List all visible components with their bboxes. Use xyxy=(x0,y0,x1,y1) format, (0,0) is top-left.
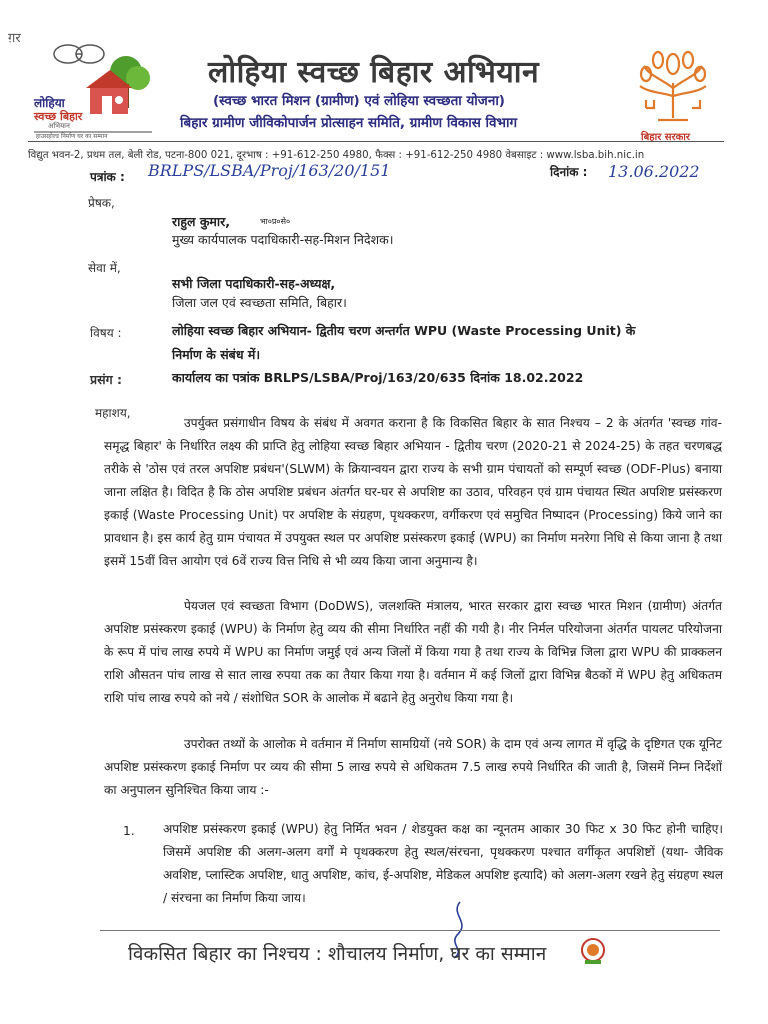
date-label: दिनांक : xyxy=(550,165,588,179)
recipient-line1: सभी जिला पदाधिकारी-सह-अध्यक्ष, xyxy=(172,276,336,291)
context-text: कार्यालय का पत्रांक BRLPS/LSBA/Proj/163/20/635 दिनांक 18.02.2022 xyxy=(172,370,584,385)
sender-label: प्रेषक, xyxy=(88,196,115,210)
header-divider xyxy=(28,141,724,142)
page-title: लोहिया स्वच्छ बिहार अभियान xyxy=(208,55,540,90)
lsba-logo xyxy=(28,40,158,140)
footer-divider xyxy=(100,930,720,931)
paragraph-1: उपर्युक्त प्रसंगाधीन विषय के संबंध में अवगत कराना है कि विकसित बिहार के सात निश्चय – 2 के अंतर्गत 'स्वच्छ गांव-समृद्ध बिहार' के निर्धारित लक्ष्य की प्राप्ति हेतु लोहिया स्वच्छ बिहार अभियान - द्वितीय चरण (2020-21 से 2024-25) के तहत चरणबद्ध तरीके से 'ठोस एवं तरल अपशिष्ट प्रबंधन'(SLWM) के क्रियान्वयन द्वारा राज्य के सभी ग्राम पंचायतों को सम्पूर्ण स्वच्छ (ODF-Plus) बनाया जाना लक्षित है। विदित है कि ठोस अपशिष्ट प्रबंधन अंतर्गत घर-घर से अपशिष्ट का उठाव, परिवहन एवं ग्राम पंचायत स्थित अपशिष्ट प्रसंस्करण इकाई (Waste Processing Unit) पर अपशिष्ट के संग्रहण, पृथक्करण, वर्गीकरण एवं समुचित निष्पादन (Processing) किये जाने का प्रावधान है। इस कार्य हेतु ग्राम पंचायत में उपयुक्त स्थल पर अपशिष्ट प्रसंस्करण इकाई (WPU) का निर्माण मनरेगा निधि से किया जाना है तथा इसमें 15वीं वित्त आयोग एवं 6वें राज्य वित्त निधि से भी व्यय किया जाना अनुमान्य है। xyxy=(104,416,722,568)
list-item-text: अपशिष्ट प्रसंस्करण इकाई (WPU) हेतु निर्मित भवन / शेडयुक्त कक्ष का न्यूनतम आकार 30 फिट x 30 फिट होनी चाहिए। जिसमें अपशिष्ट की अलग-अलग वर्गों मे पृथक्करण हेतु स्थल/संरचना, पृथक्करण पश्चात वर्गीकृत अपशिष्टों (यथा- जैविक अवशिष्ट, प्लास्टिक अपशिष्ट, धातु अपशिष्ट, कांच, ई-अपशिष्ट, मेडिकल अपशिष्ट इत्यादि) को अलग-अलग रखने हेतु संग्रहण स्थल / संरचना का निर्माण किया जाय। xyxy=(163,822,723,905)
logo-tagline: हाउसहोल्ड निर्माण घर का सम्मान xyxy=(36,133,108,140)
subject-line2: निर्माण के संबंध में। xyxy=(172,347,261,362)
footer-seal-graphic xyxy=(580,936,606,966)
logo-line3: अभियान xyxy=(48,122,70,130)
address-line: विद्युत भवन-2, प्रथम तल, बेली रोड, पटना-800 021, दूरभाष : +91-612-250 4980, फैक्स : +91-612-250 4980 वेबसाइट : www.lsba.bih.nic.in xyxy=(28,150,645,161)
logo-line1: लोहिया xyxy=(34,96,65,110)
bodhi-tree-icon xyxy=(630,48,716,128)
letter-date: 13.06.2022 xyxy=(608,162,700,181)
letter-number: BRLPS/LSBA/Proj/163/20/151 xyxy=(148,161,391,180)
govt-label: बिहार सरकार xyxy=(641,132,690,143)
subtitle: (स्वच्छ भारत मिशन (ग्रामीण) एवं लोहिया स्वच्छता योजना) xyxy=(213,93,505,109)
salutation: महाशय, xyxy=(95,406,131,420)
recipient-line2: जिला जल एवं स्वच्छता समिति, बिहार। xyxy=(172,295,347,310)
footer-slogan: विकसित बिहार का निश्चय : शौचालय निर्माण, घर का सम्मान xyxy=(128,943,547,965)
recipient-label: सेवा में, xyxy=(88,261,121,275)
logo-line2: स्वच्छ बिहार xyxy=(34,110,83,123)
corner-mark: ग़र xyxy=(8,31,21,46)
list-item-number: 1. xyxy=(123,824,135,838)
letter-number-label: पत्रांक : xyxy=(90,170,125,184)
subject-line1: लोहिया स्वच्छ बिहार अभियान- द्वितीय चरण अन्तर्गत WPU (Waste Processing Unit) के xyxy=(172,323,636,338)
paragraph-3: उपरोक्त तथ्यों के आलोक मे वर्तमान में निर्माण सामग्रियों (नये SOR) के दाम एवं अन्य लागत में वृद्धि के दृष्टिगत एक यूनिट अपशिष्ट प्रसंस्करण इकाई निर्माण पर व्यय की सीमा 5 लाख रुपये से अधिकतम 7.5 लाख रुपये निर्धारित की जाती है, जिसमें निम्न निर्देशों का अनुपालन सुनिश्चित किया जाय :- xyxy=(104,737,722,797)
paragraph-2: पेयजल एवं स्वच्छता विभाग (DoDWS), जलशक्ति मंत्रालय, भारत सरकार द्वारा स्वच्छ भारत मिशन (ग्रामीण) अंतर्गत अपशिष्ट प्रसंस्करण इकाई (WPU) के निर्माण हेतु व्यय की सीमा निर्धारित नहीं की गयी है। नीर निर्मल परियोजना अंतर्गत पायलट परियोजना के रूप में पांच लाख रुपये में WPU का निर्माण जमुई एवं अन्य जिलों में किया गया है तथा राज्य के विभिन्न जिला द्वारा WPU की प्राक्कलन राशि औसतन पांच लाख से सात लाख रुपया तक का तैयार किया गया है। वर्तमान में कई जिलों द्वारा विभिन्न बैठकों में WPU हेतु अधिकतम राशि पांच लाख रुपये को नये / संशोधित SOR के आलोक में बढाने हेतु अनुरोध किया गया है। xyxy=(104,599,722,705)
sender-name: राहुल कुमार, xyxy=(172,214,230,229)
sender-suffix: भा०प्र०से० xyxy=(260,217,291,226)
department-line: बिहार ग्रामीण जीविकोपार्जन प्रोत्साहन समिति, ग्रामीण विकास विभाग xyxy=(180,115,518,131)
sender-designation: मुख्य कार्यपालक पदाधिकारी-सह-मिशन निदेशक। xyxy=(172,232,394,247)
footer-emblem-icon xyxy=(580,936,606,966)
subject-label: विषय : xyxy=(90,326,122,340)
context-label: प्रसंग : xyxy=(90,372,122,387)
